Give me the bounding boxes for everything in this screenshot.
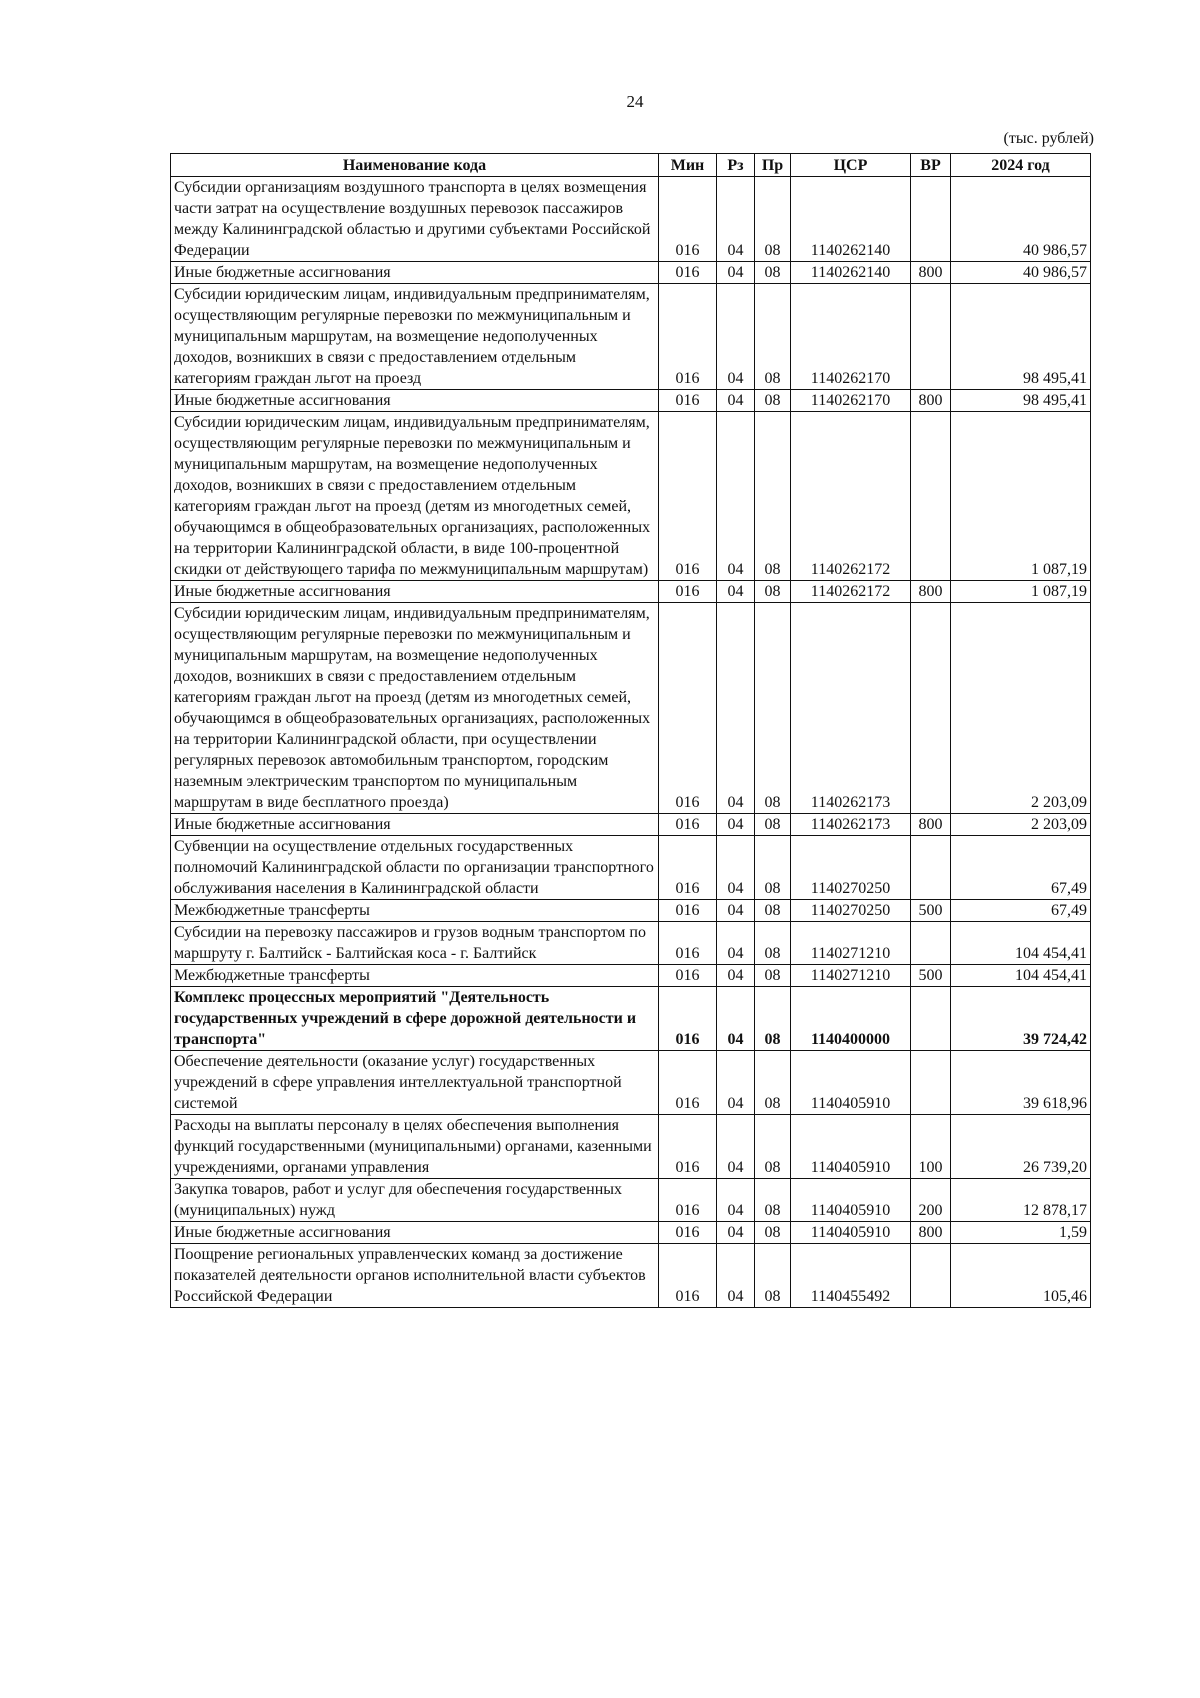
cell-amount: 2 203,09 xyxy=(951,603,1091,814)
cell-name: Субсидии организациям воздушного транспорта в целях возмещения части затрат на осуществление воздушных перевозок пассажиров между Калининградской областью и другими субъектами Российской Федерации xyxy=(171,177,659,262)
cell-amount: 12 878,17 xyxy=(951,1179,1091,1222)
cell-vr: 500 xyxy=(911,900,951,922)
cell-vr: 100 xyxy=(911,1115,951,1179)
table-row xyxy=(171,814,1091,836)
cell-csr: 1140262140 xyxy=(791,262,911,284)
cell-amount: 67,49 xyxy=(951,836,1091,900)
cell-amount: 98 495,41 xyxy=(951,390,1091,412)
cell-rz: 04 xyxy=(717,262,755,284)
cell-csr: 1140271210 xyxy=(791,922,911,965)
cell-amount: 39 724,42 xyxy=(951,987,1091,1051)
cell-min: 016 xyxy=(659,836,717,900)
cell-vr: 800 xyxy=(911,1222,951,1244)
table-row xyxy=(171,262,1091,284)
cell-vr: 800 xyxy=(911,814,951,836)
cell-rz: 04 xyxy=(717,1222,755,1244)
cell-vr xyxy=(911,836,951,900)
cell-name: Субсидии юридическим лицам, индивидуальным предпринимателям, осуществляющим регулярные перевозки по межмуниципальным и муниципальным маршрутам, на возмещение недополученных доходов, возникших в связи с предоставлением отдельным категориям граждан льгот на проезд xyxy=(171,284,659,390)
cell-amount: 98 495,41 xyxy=(951,284,1091,390)
cell-amount: 105,46 xyxy=(951,1244,1091,1308)
cell-pr: 08 xyxy=(755,1115,791,1179)
header-csr: ЦСР xyxy=(791,154,911,177)
table-row xyxy=(171,900,1091,922)
cell-pr: 08 xyxy=(755,1179,791,1222)
cell-amount: 104 454,41 xyxy=(951,922,1091,965)
cell-csr: 1140262172 xyxy=(791,412,911,581)
cell-csr: 1140262173 xyxy=(791,603,911,814)
cell-rz: 04 xyxy=(717,987,755,1051)
cell-name: Поощрение региональных управленческих команд за достижение показателей деятельности органов исполнительной власти субъектов Российской Федерации xyxy=(171,1244,659,1308)
cell-rz: 04 xyxy=(717,603,755,814)
cell-pr: 08 xyxy=(755,1051,791,1115)
cell-name: Субсидии юридическим лицам, индивидуальным предпринимателям, осуществляющим регулярные перевозки по межмуниципальным и муниципальным маршрутам, на возмещение недополученных доходов, возникших в связи с предоставлением отдельным категориям граждан льгот на проезд (детям из многодетных семей, обучающимся в общеобразовательных организациях, расположенных на территории Калининградской области, в виде 100-процентной скидки от действующего тарифа по межмуниципальным маршрутам) xyxy=(171,412,659,581)
cell-min: 016 xyxy=(659,603,717,814)
cell-amount: 40 986,57 xyxy=(951,262,1091,284)
cell-name: Иные бюджетные ассигнования xyxy=(171,814,659,836)
cell-vr xyxy=(911,922,951,965)
cell-min: 016 xyxy=(659,284,717,390)
cell-vr xyxy=(911,603,951,814)
cell-pr: 08 xyxy=(755,1244,791,1308)
cell-rz: 04 xyxy=(717,284,755,390)
cell-min: 016 xyxy=(659,412,717,581)
cell-name: Закупка товаров, работ и услуг для обеспечения государственных (муниципальных) нужд xyxy=(171,1179,659,1222)
cell-amount: 2 203,09 xyxy=(951,814,1091,836)
cell-rz: 04 xyxy=(717,836,755,900)
cell-min: 016 xyxy=(659,922,717,965)
cell-rz: 04 xyxy=(717,177,755,262)
cell-min: 016 xyxy=(659,177,717,262)
cell-rz: 04 xyxy=(717,1244,755,1308)
table-row xyxy=(171,1115,1091,1179)
cell-amount: 39 618,96 xyxy=(951,1051,1091,1115)
table-row xyxy=(171,284,1091,390)
cell-pr: 08 xyxy=(755,262,791,284)
table-row xyxy=(171,987,1091,1051)
table-row xyxy=(171,1051,1091,1115)
cell-pr: 08 xyxy=(755,284,791,390)
cell-rz: 04 xyxy=(717,922,755,965)
cell-name: Межбюджетные трансферты xyxy=(171,900,659,922)
cell-pr: 08 xyxy=(755,836,791,900)
cell-pr: 08 xyxy=(755,965,791,987)
cell-name: Иные бюджетные ассигнования xyxy=(171,262,659,284)
cell-amount: 1 087,19 xyxy=(951,581,1091,603)
cell-csr: 1140405910 xyxy=(791,1115,911,1179)
cell-vr: 800 xyxy=(911,581,951,603)
cell-vr: 800 xyxy=(911,262,951,284)
cell-pr: 08 xyxy=(755,177,791,262)
cell-csr: 1140400000 xyxy=(791,987,911,1051)
table-row xyxy=(171,603,1091,814)
cell-name: Иные бюджетные ассигнования xyxy=(171,1222,659,1244)
cell-rz: 04 xyxy=(717,814,755,836)
cell-csr: 1140270250 xyxy=(791,900,911,922)
cell-min: 016 xyxy=(659,1244,717,1308)
cell-csr: 1140271210 xyxy=(791,965,911,987)
table-row xyxy=(171,1179,1091,1222)
cell-rz: 04 xyxy=(717,581,755,603)
cell-min: 016 xyxy=(659,262,717,284)
cell-pr: 08 xyxy=(755,1222,791,1244)
table-row xyxy=(171,581,1091,603)
cell-pr: 08 xyxy=(755,581,791,603)
cell-vr: 800 xyxy=(911,390,951,412)
header-pr: Пр xyxy=(755,154,791,177)
table-row xyxy=(171,412,1091,581)
cell-csr: 1140262173 xyxy=(791,814,911,836)
cell-rz: 04 xyxy=(717,1051,755,1115)
cell-pr: 08 xyxy=(755,922,791,965)
table-row xyxy=(171,390,1091,412)
table-header-row xyxy=(171,154,1091,177)
cell-min: 016 xyxy=(659,390,717,412)
table-row xyxy=(171,922,1091,965)
cell-name: Субвенции на осуществление отдельных государственных полномочий Калининградской области по организации транспортного обслуживания населения в Калининградской области xyxy=(171,836,659,900)
cell-csr: 1140405910 xyxy=(791,1051,911,1115)
table-row xyxy=(171,836,1091,900)
table-row xyxy=(171,1222,1091,1244)
cell-vr xyxy=(911,412,951,581)
cell-csr: 1140405910 xyxy=(791,1179,911,1222)
cell-csr: 1140262172 xyxy=(791,581,911,603)
cell-amount: 1,59 xyxy=(951,1222,1091,1244)
header-min: Мин xyxy=(659,154,717,177)
table-row xyxy=(171,1244,1091,1308)
cell-csr: 1140405910 xyxy=(791,1222,911,1244)
cell-rz: 04 xyxy=(717,1115,755,1179)
cell-name: Комплекс процессных мероприятий "Деятельность государственных учреждений в сфере дорожной деятельности и транспорта" xyxy=(171,987,659,1051)
cell-name: Межбюджетные трансферты xyxy=(171,965,659,987)
cell-csr: 1140262170 xyxy=(791,284,911,390)
cell-csr: 1140262170 xyxy=(791,390,911,412)
cell-vr: 500 xyxy=(911,965,951,987)
cell-name: Субсидии юридическим лицам, индивидуальным предпринимателям, осуществляющим регулярные перевозки по межмуниципальным и муниципальным маршрутам, на возмещение недополученных доходов, возникших в связи с предоставлением отдельным категориям граждан льгот на проезд (детям из многодетных семей, обучающимся в общеобразовательных организациях, расположенных на территории Калининградской области, при осуществлении регулярных перевозок автомобильным транспортом, городским наземным электрическим транспортом по муниципальным маршрутам в виде бесплатного проезда) xyxy=(171,603,659,814)
cell-rz: 04 xyxy=(717,390,755,412)
table-body xyxy=(171,177,1091,1308)
cell-min: 016 xyxy=(659,1222,717,1244)
budget-table xyxy=(170,153,1091,1308)
cell-min: 016 xyxy=(659,1179,717,1222)
cell-min: 016 xyxy=(659,814,717,836)
cell-vr xyxy=(911,1051,951,1115)
table-row xyxy=(171,177,1091,262)
cell-min: 016 xyxy=(659,1115,717,1179)
cell-rz: 04 xyxy=(717,412,755,581)
cell-rz: 04 xyxy=(717,965,755,987)
table-row xyxy=(171,965,1091,987)
cell-name: Иные бюджетные ассигнования xyxy=(171,581,659,603)
header-year: 2024 год xyxy=(951,154,1091,177)
cell-vr: 200 xyxy=(911,1179,951,1222)
cell-pr: 08 xyxy=(755,987,791,1051)
cell-min: 016 xyxy=(659,987,717,1051)
page-number: 24 xyxy=(626,92,644,111)
cell-min: 016 xyxy=(659,900,717,922)
units-label: (тыс. рублей) xyxy=(1003,130,1094,147)
cell-amount: 67,49 xyxy=(951,900,1091,922)
cell-csr: 1140270250 xyxy=(791,836,911,900)
cell-vr xyxy=(911,177,951,262)
cell-name: Иные бюджетные ассигнования xyxy=(171,390,659,412)
cell-amount: 40 986,57 xyxy=(951,177,1091,262)
cell-rz: 04 xyxy=(717,1179,755,1222)
cell-name: Обеспечение деятельности (оказание услуг) государственных учреждений в сфере управления интеллектуальной транспортной системой xyxy=(171,1051,659,1115)
cell-amount: 1 087,19 xyxy=(951,412,1091,581)
cell-csr: 1140262140 xyxy=(791,177,911,262)
cell-pr: 08 xyxy=(755,900,791,922)
cell-amount: 26 739,20 xyxy=(951,1115,1091,1179)
cell-pr: 08 xyxy=(755,412,791,581)
header-name: Наименование кода xyxy=(171,154,659,177)
cell-name: Субсидии на перевозку пассажиров и грузов водным транспортом по маршруту г. Балтийск - Балтийская коса - г. Балтийск xyxy=(171,922,659,965)
cell-vr xyxy=(911,1244,951,1308)
cell-pr: 08 xyxy=(755,603,791,814)
cell-pr: 08 xyxy=(755,814,791,836)
cell-amount: 104 454,41 xyxy=(951,965,1091,987)
header-vr: ВР xyxy=(911,154,951,177)
cell-pr: 08 xyxy=(755,390,791,412)
cell-csr: 1140455492 xyxy=(791,1244,911,1308)
cell-min: 016 xyxy=(659,1051,717,1115)
cell-name: Расходы на выплаты персоналу в целях обеспечения выполнения функций государственными (муниципальными) органами, казенными учреждениями, органами управления xyxy=(171,1115,659,1179)
cell-vr xyxy=(911,987,951,1051)
cell-min: 016 xyxy=(659,581,717,603)
cell-min: 016 xyxy=(659,965,717,987)
header-rz: Рз xyxy=(717,154,755,177)
cell-vr xyxy=(911,284,951,390)
cell-rz: 04 xyxy=(717,900,755,922)
